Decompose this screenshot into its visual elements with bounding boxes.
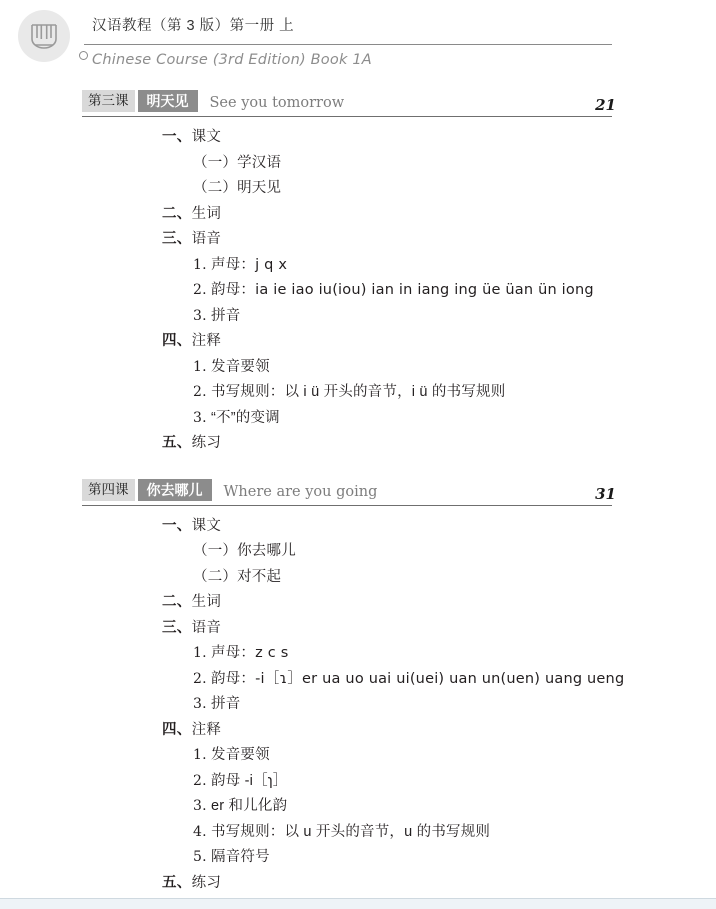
- outline-item-text: 语音: [191, 231, 222, 247]
- outline-item-marker: 四、: [162, 721, 192, 738]
- outline-item[interactable]: [162, 616, 716, 642]
- lesson-entry: [0, 479, 716, 897]
- outline-item-marker: 3.: [193, 798, 207, 814]
- outline-item[interactable]: [193, 743, 716, 769]
- outline-item-marker: 2.: [193, 384, 207, 400]
- book-title-english: Chinese Course (3rd Edition) Book 1A: [92, 52, 372, 68]
- header-divider-dot: [79, 51, 88, 60]
- outline-item-text: 课文: [191, 517, 222, 534]
- outline-item[interactable]: [193, 565, 716, 591]
- lesson-page-number: 31: [595, 484, 616, 503]
- outline-item-text: （二）对不起: [193, 568, 282, 585]
- outline-item-text: 练习: [191, 435, 222, 451]
- viewer-bottom-bar: [0, 898, 716, 909]
- outline-item[interactable]: [193, 845, 716, 871]
- outline-item-text: 发音要领: [211, 358, 270, 375]
- book-emblem-logo: [18, 10, 70, 62]
- lesson-number: 第四课: [82, 479, 135, 501]
- outline-item-text: “不”的变调: [211, 409, 280, 426]
- outline-item-marker: 一、: [162, 129, 192, 145]
- lesson-number: 第三课: [82, 90, 135, 112]
- outline-item[interactable]: [162, 718, 716, 744]
- outline-item[interactable]: [162, 125, 716, 151]
- outline-item-text: （一）你去哪儿: [193, 543, 296, 559]
- outline-item-text: 韵母：ia ie iao iu(iou) ian in iang ing üe üan ün iong: [211, 282, 594, 298]
- outline-item[interactable]: [162, 590, 716, 616]
- outline-item-text: 韵母：-i［ɿ］er ua uo uai ui(uei) uan un(uen) uang ueng: [211, 670, 625, 687]
- outline-item-text: er 和儿化韵: [211, 798, 288, 814]
- outline-item-marker: 三、: [162, 619, 192, 636]
- outline-item[interactable]: [193, 539, 716, 565]
- outline-item[interactable]: [162, 202, 716, 228]
- outline-item-text: 书写规则：以 i ü 开头的音节，i ü 的书写规则: [211, 384, 506, 400]
- lesson-title-english: Where are you going: [223, 483, 378, 500]
- outline-item[interactable]: [162, 871, 716, 897]
- outline-item-marker: 二、: [162, 205, 192, 222]
- outline-item-text: 隔音符号: [211, 849, 270, 865]
- outline-item[interactable]: [193, 380, 716, 406]
- outline-item-text: 韵母 -i［ɿ］: [211, 772, 288, 789]
- page-header: [0, 0, 716, 90]
- outline-item-marker: 1.: [193, 645, 207, 661]
- outline-item-marker: 3.: [193, 696, 207, 712]
- outline-item[interactable]: [193, 355, 716, 381]
- outline-item[interactable]: [193, 151, 716, 177]
- outline-item-marker: 2.: [193, 282, 207, 298]
- outline-item-marker: 1.: [193, 747, 207, 763]
- lesson-title-english: See you tomorrow: [209, 95, 345, 111]
- outline-item-text: 声母：z c s: [211, 645, 289, 661]
- outline-item-marker: 四、: [162, 333, 192, 349]
- outline-item-text: 注释: [191, 333, 222, 349]
- outline-item-text: 发音要领: [211, 747, 270, 763]
- outline-item-marker: 一、: [162, 517, 192, 534]
- lesson-header[interactable]: [82, 479, 616, 506]
- book-title-chinese: 汉语教程（第 3 版）第一册 上: [92, 18, 295, 34]
- outline-item-text: 生词: [191, 205, 222, 222]
- outline-item-text: （一）学汉语: [193, 154, 282, 171]
- lesson-outline: [0, 125, 716, 457]
- outline-item[interactable]: [193, 769, 716, 795]
- outline-item-marker: 二、: [162, 594, 192, 610]
- outline-item[interactable]: [162, 227, 716, 253]
- outline-item-text: 生词: [191, 594, 222, 610]
- outline-item-text: （二）明天见: [193, 180, 282, 196]
- outline-item-marker: 五、: [162, 435, 192, 451]
- outline-item-marker: 3.: [193, 409, 207, 426]
- outline-item[interactable]: [193, 406, 716, 432]
- outline-item[interactable]: [162, 329, 716, 355]
- outline-item-text: 练习: [191, 874, 222, 891]
- outline-item[interactable]: [193, 667, 716, 693]
- outline-item-marker: 5.: [193, 849, 207, 865]
- lesson-title-chinese: 你去哪儿: [138, 479, 212, 501]
- lesson-title-chinese: 明天见: [138, 90, 198, 112]
- outline-item-text: 注释: [191, 721, 222, 738]
- outline-item[interactable]: [193, 641, 716, 667]
- outline-item[interactable]: [193, 278, 716, 304]
- outline-item-text: 书写规则：以 u 开头的音节，u 的书写规则: [211, 823, 491, 840]
- outline-item[interactable]: [193, 304, 716, 330]
- lesson-header[interactable]: [82, 90, 616, 117]
- outline-item[interactable]: [193, 820, 716, 846]
- outline-item-marker: 1.: [193, 256, 207, 273]
- outline-item-marker: 三、: [162, 231, 192, 247]
- outline-item[interactable]: [193, 794, 716, 820]
- outline-item[interactable]: [162, 431, 716, 457]
- header-titles: [92, 14, 612, 39]
- outline-item-text: 拼音: [211, 696, 241, 712]
- lesson-page-number: 21: [595, 96, 616, 114]
- lesson-outline: [0, 514, 716, 897]
- header-divider: [84, 44, 612, 45]
- outline-item-marker: 3.: [193, 307, 207, 324]
- outline-item-marker: 2.: [193, 772, 207, 789]
- outline-item-text: 语音: [191, 619, 222, 636]
- outline-item-marker: 五、: [162, 874, 192, 891]
- lesson-entry: [0, 90, 716, 457]
- outline-item[interactable]: [193, 692, 716, 718]
- outline-item[interactable]: [193, 253, 716, 279]
- outline-item-text: 课文: [191, 129, 222, 145]
- outline-item-text: 拼音: [211, 307, 241, 324]
- outline-item[interactable]: [193, 176, 716, 202]
- outline-item-marker: 4.: [193, 823, 207, 840]
- outline-item-marker: 1.: [193, 358, 207, 375]
- section-spacer: [0, 457, 716, 479]
- outline-item[interactable]: [162, 514, 716, 540]
- outline-item-text: 声母：j q x: [211, 256, 288, 273]
- outline-item-marker: 2.: [193, 670, 207, 687]
